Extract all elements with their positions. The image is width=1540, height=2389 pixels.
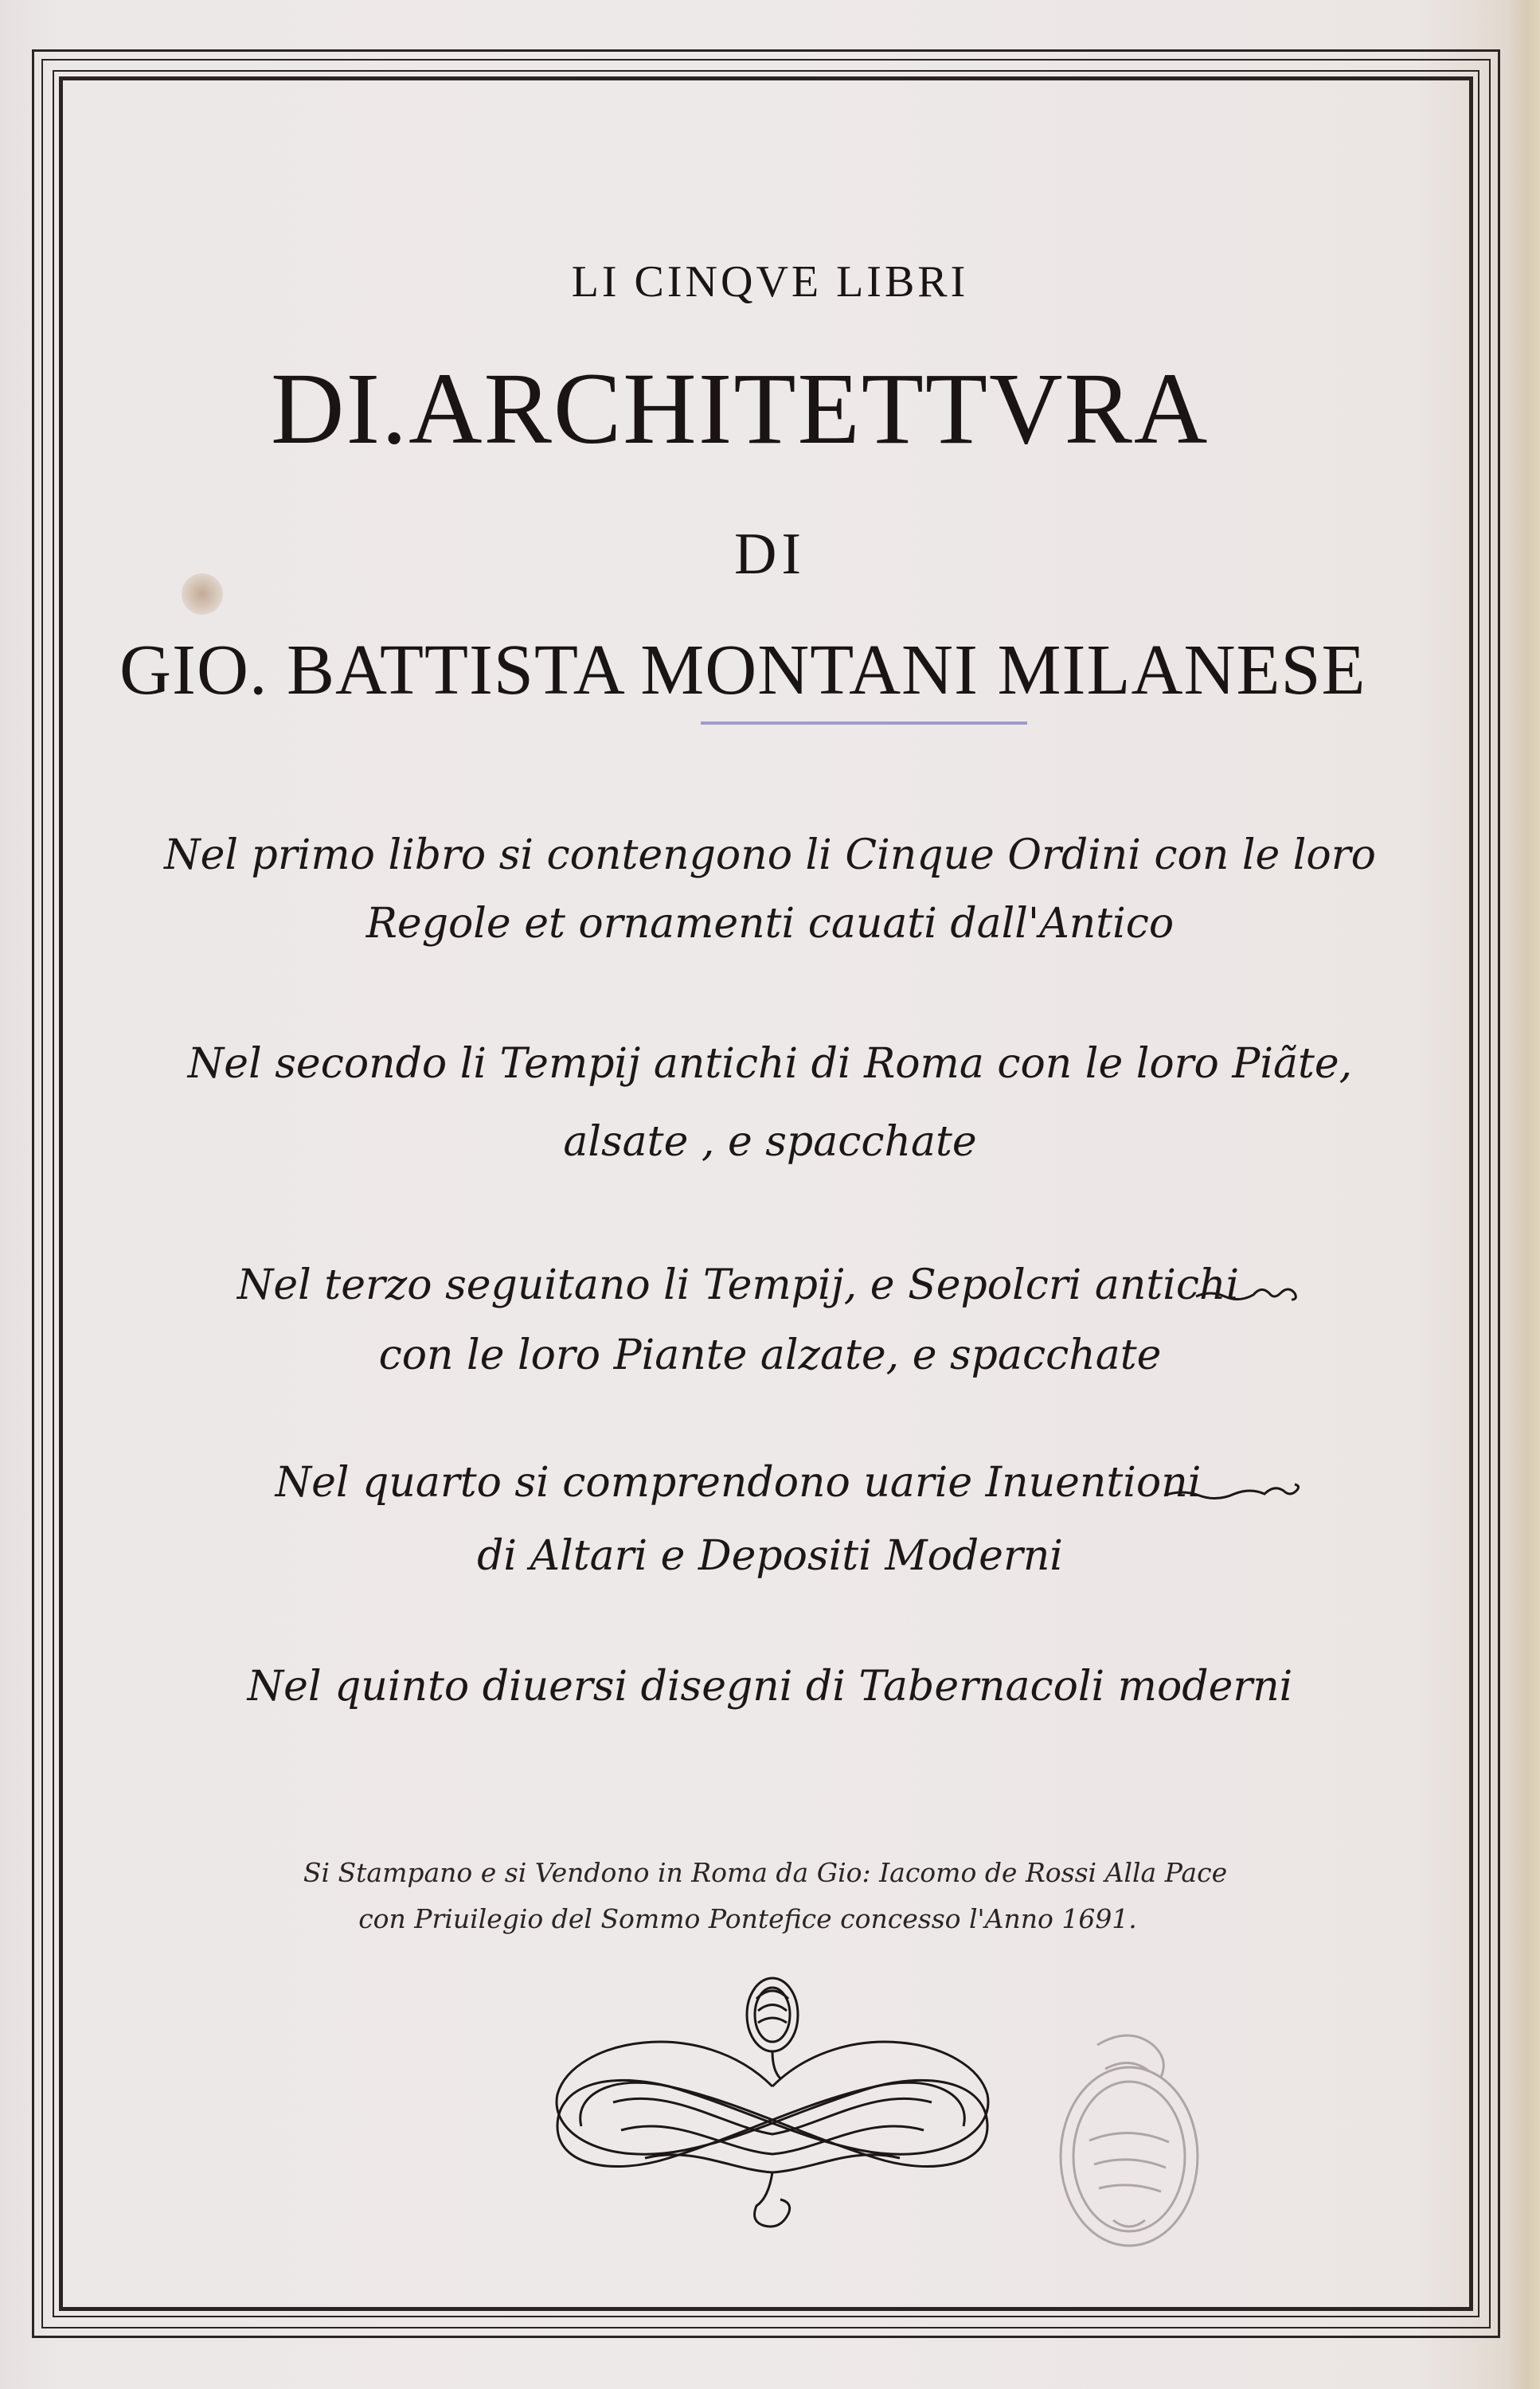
calligraphic-swash-1 <box>1194 1276 1306 1308</box>
contents-book-2-line-2: alsate , e spacchate <box>563 1118 977 1166</box>
heading-di: DI <box>733 522 807 587</box>
contents-book-5-line-1: Nel quinto diuersi disegni di Tabernacoli moderni <box>247 1663 1293 1711</box>
imprint-line-2: con Priuilegio del Sommo Pontefice concesso l'Anno 1691. <box>358 1903 1137 1934</box>
heading-small: LI CINQVE LIBRI <box>571 257 969 307</box>
heading-large: DI.ARCHITETTVRA <box>271 352 1210 465</box>
contents-book-1-line-1: Nel primo libro si contengono li Cinque Ordini con le loro <box>164 831 1376 879</box>
contents-book-4-line-1: Nel quarto si comprendono uarie Inuentioni <box>275 1459 1202 1507</box>
contents-book-1-line-2: Regole et ornamenti cauati dall'Antico <box>365 900 1175 948</box>
heading-author: GIO. BATTISTA MONTANI MILANESE <box>119 631 1366 710</box>
pencil-underline-mark <box>701 715 1027 725</box>
contents-book-3-line-2: con le loro Piante alzate, e spacchate <box>378 1331 1162 1379</box>
calligraphic-ornament <box>541 1967 1003 2238</box>
paper-edge <box>1508 0 1540 2389</box>
contents-book-4-line-2: di Altari e Depositi Moderni <box>477 1532 1063 1580</box>
contents-book-3-line-1: Nel terzo seguitano li Tempij, e Sepolcri antichi <box>236 1261 1240 1309</box>
library-stamp-seal <box>1049 2021 1209 2260</box>
calligraphic-swash-2 <box>1163 1473 1306 1505</box>
imprint-line-1: Si Stampano e si Vendono in Roma da Gio: Iacomo de Rossi Alla Pace <box>303 1857 1228 1888</box>
contents-book-2-line-1: Nel secondo li Tempij antichi di Roma con le loro Piãte, <box>187 1040 1353 1088</box>
